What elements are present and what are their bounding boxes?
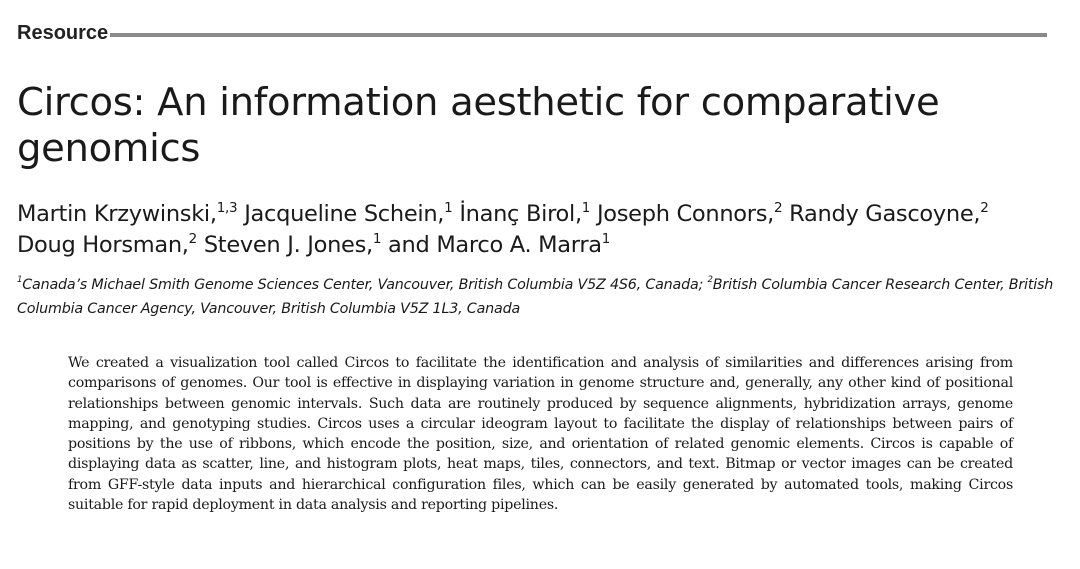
author-name: Doug Horsman, <box>17 232 189 258</box>
affiliation-mark: 2 <box>707 275 713 286</box>
author-name: Steven J. Jones, <box>203 232 373 258</box>
affiliation-list <box>17 273 1057 321</box>
author-name: Randy Gascoyne, <box>789 201 981 227</box>
section-header <box>17 20 1047 46</box>
author-affiliation-mark: 1,3 <box>216 199 238 216</box>
author-name: Jacqueline Schein, <box>244 201 445 227</box>
author-name: İnanç Birol, <box>459 201 582 227</box>
abstract: We created a visualization tool called Circos to facilitate the identification and analysis of similarities and differences arising from comparisons of genomes. Our tool is effective in displaying variation in genome structure and, generally, any other kind of positional relationships between genomic intervals. Such data are routinely produced by sequence alignments, hybridization arrays, genome mapping, and genotyping studies. Circos uses a circular ideogram layout to facilitate the display of relationships between pairs of positions by the use of ribbons, which encode the position, size, and orientation of related genomic elements. Circos is capable of displaying data as scatter, line, and histogram plots, heat maps, tiles, connectors, and text. Bitmap or vector images can be created from GFF-style data inputs and hierarchical configuration files, which can be easily generated by automated tools, making Circos suitable for rapid deployment in data analysis and reporting pipelines. <box>68 355 1013 514</box>
affiliation-text: British Columbia Cancer Research Center, British Columbia Cancer Agency, Vancouver, British Columbia V5Z 1L3, Canada <box>17 277 1054 317</box>
affiliation-text: Canada’s Michael Smith Genome Sciences Center, Vancouver, British Columbia V5Z 4S6, Canada; <box>22 277 704 293</box>
author-affiliation-mark: 1 <box>581 199 591 216</box>
paper-title: Circos: An information aesthetic for comparative genomics <box>17 80 940 171</box>
author <box>597 201 782 227</box>
author <box>459 201 590 227</box>
author <box>388 232 610 258</box>
author-name: and Marco A. Marra <box>388 232 602 258</box>
author-affiliation-mark: 2 <box>980 199 989 216</box>
author <box>17 201 237 227</box>
author-affiliation-mark: 2 <box>774 199 783 216</box>
author-name: Martin Krzywinski, <box>17 201 217 227</box>
author-affiliation-mark: 1 <box>444 199 453 216</box>
author <box>17 232 197 258</box>
author <box>244 201 452 227</box>
section-rule <box>110 33 1047 37</box>
author <box>204 232 381 258</box>
affiliation-mark: 1 <box>17 275 23 286</box>
section-label: Resource <box>17 21 109 44</box>
author-affiliation-mark: 1 <box>372 230 382 247</box>
author-affiliation-mark: 1 <box>601 230 611 247</box>
author <box>789 201 988 227</box>
author-list <box>17 199 1057 261</box>
author-name: Joseph Connors, <box>596 201 775 227</box>
author-affiliation-mark: 2 <box>188 230 197 247</box>
